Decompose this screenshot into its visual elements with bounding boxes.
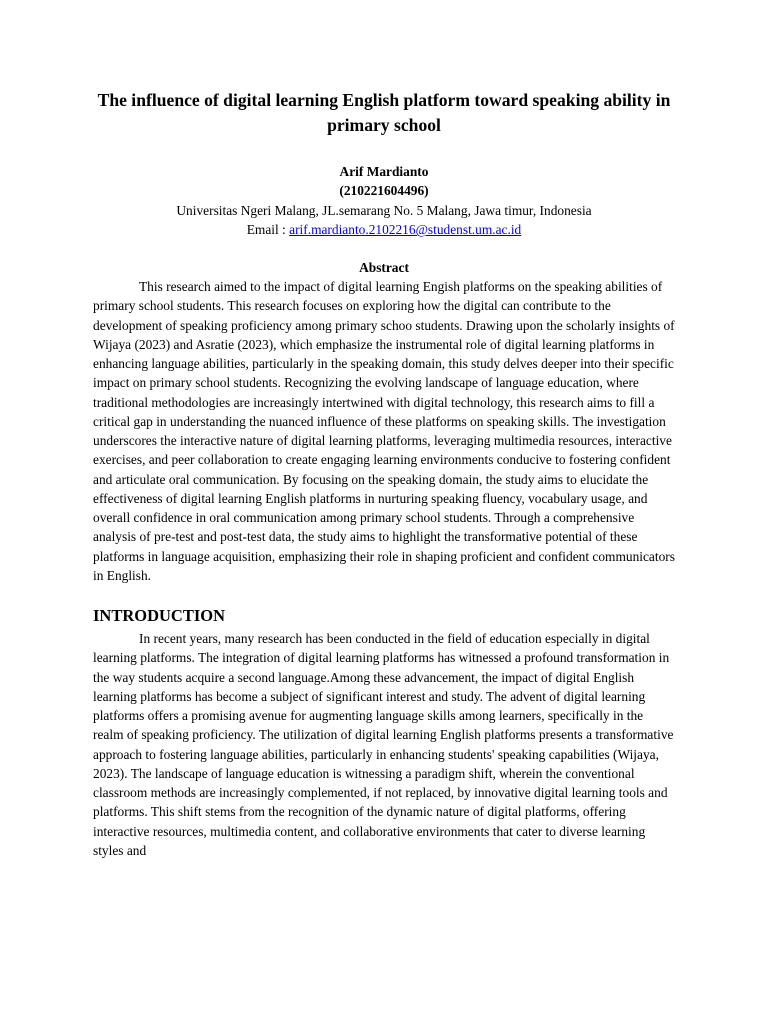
email-label: Email : [246, 222, 290, 238]
author-block [93, 162, 675, 240]
paper-title: The influence of digital learning English platform toward speaking ability in primary school [97, 90, 671, 135]
author-email-line [93, 220, 675, 239]
email-link[interactable]: arif.mardianto.2102216@studenst.um.ac.id [289, 222, 522, 238]
introduction-heading: INTRODUCTION [93, 606, 226, 626]
author-affiliation: Universitas Ngeri Malang, JL.semarang No. 5 Malang, Jawa timur, Indonesia [176, 202, 592, 218]
abstract-text: This research aimed to the impact of digital learning Engish platforms on the speaking abilities of primary school students. This research focuses on exploring how the digital can contribute to the development of speaking proficiency among primary schoo students. Drawing upon the scholarly insights of Wijaya (2023) and Asratie (2023), which emphasize the instrumental role of digital learning platforms in enhancing language abilities, particularly in the speaking domain, this study delves deeper into their specific impact on primary school students. Recognizing the evolving landscape of language education, where traditional methodologies are increasingly intertwined with digital technology, this research aims to fill a critical gap in understanding the nuanced influence of these platforms on speaking skills. The investigation underscores the interactive nature of digital learning platforms, leveraging multimedia resources, interactive exercises, and peer collaboration to create engaging learning environments conducive to fostering confident and articulate oral communication. By focusing on the speaking domain, the study aims to elucidate the effectiveness of digital learning English platforms in nurturing speaking fluency, vocabulary usage, and overall confidence in oral communication among primary school students. Through a comprehensive analysis of pre-test and post-test data, the study aims to highlight the transformative potential of these platforms in language acquisition, emphasizing their role in shaping proficient and confident communicators in English. [93, 279, 675, 583]
introduction-text: In recent years, many research has been conducted in the field of education especially in digital learning platforms. The integration of digital learning platforms has witnessed a profound transformation in the way students acquire a second language.Among these advancement, the impact of digital English learning platforms has become a subject of significant interest and study. The advent of digital learning platforms offers a promising avenue for augmenting language skills among learners, specifically in the realm of speaking proficiency. The utilization of digital learning English platforms presents a transformative approach to fostering language abilities, particularly in enhancing students' speaking capabilities (Wijaya, 2023). The landscape of language education is witnessing a paradigm shift, wherein the conventional classroom methods are increasingly complemented, if not replaced, by innovative digital learning tools and platforms. This shift stems from the recognition of the dynamic nature of digital platforms, offering interactive resources, multimedia content, and collaborative environments that cater to diverse learning styles and [93, 631, 674, 858]
paper-page [93, 88, 675, 860]
abstract-heading: Abstract [359, 259, 409, 275]
author-id: (210221604496) [339, 183, 429, 199]
author-name: Arif Mardianto [339, 164, 429, 179]
